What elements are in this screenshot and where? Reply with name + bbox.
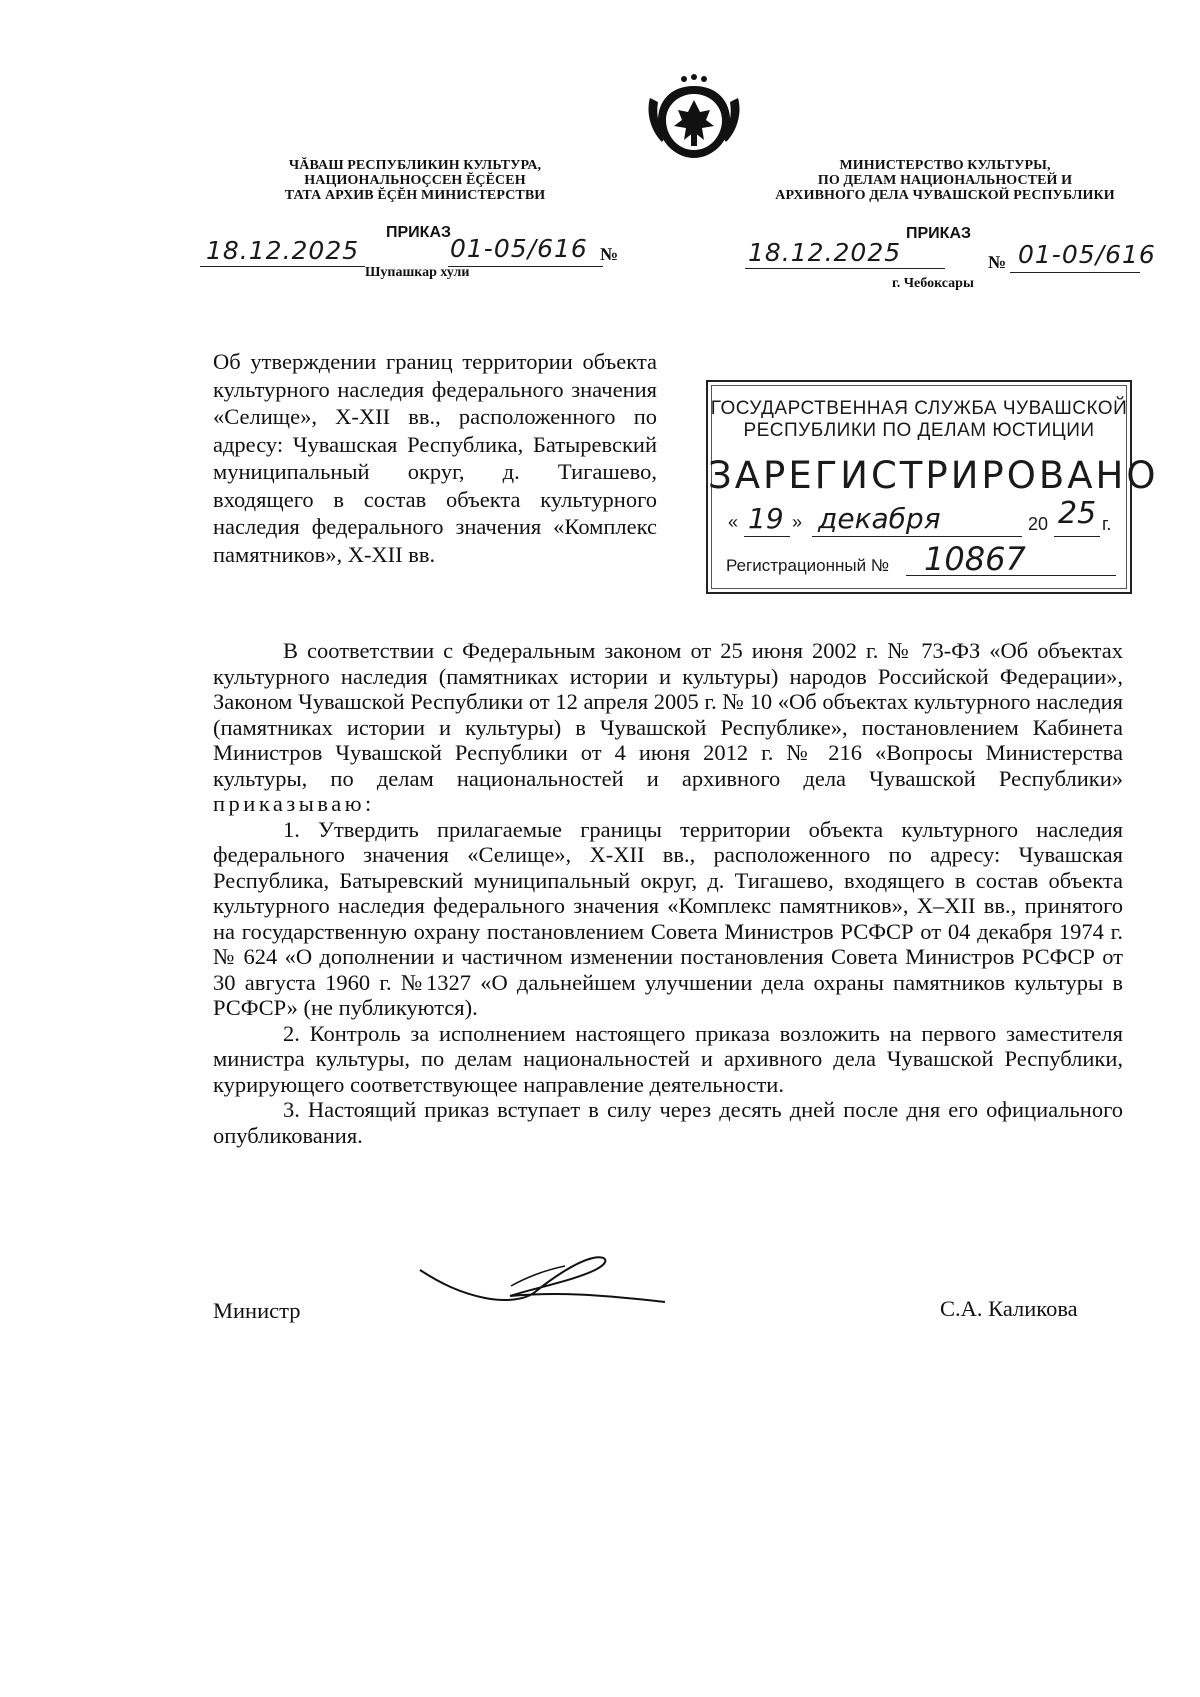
order-label-left: ПРИКАЗ (386, 224, 452, 241)
stamp-day-underline (744, 536, 790, 537)
chuvash-emblem-icon (644, 72, 744, 162)
body-order-word: приказываю: (213, 791, 375, 816)
stamp-year-suffix: г. (1102, 514, 1112, 534)
number-underline-left (448, 266, 603, 267)
stamp-org-line-2: РЕСПУБЛИКИ ПО ДЕЛАМ ЮСТИЦИИ (743, 420, 1095, 441)
header-left-line-1: ЧĂВАШ РЕСПУБЛИКИН КУЛЬТУРА, (288, 158, 542, 173)
handwritten-signature-icon (415, 1248, 675, 1318)
body-preamble (213, 638, 1123, 817)
stamp-year-underline (1054, 536, 1100, 537)
body-item-1: 1. Утвердить прилагаемые границы территории объекта культурного наследия федерального значения «Селище», X-XII вв., расположенного по адресу: Чувашская Республика, Батыревский муниципальный округ, д. Тигашево, входящего в состав объекта культурного наследия федерального значения «Комплекс памятников», X–XII вв., принятого на государственную охрану постановлением Совета Министров РСФСР от 04 декабря 1974 г. № 624 «О дополнении и частичном изменении постановления Совета Министров РСФСР от 30 августа 1960 г. №1327 «О дальнейшем улучшении дела охраны памятников культуры в РСФСР» (не публикуются). (213, 816, 1123, 1020)
signature-position: Министр (213, 1298, 301, 1323)
number-sign-right: № (988, 252, 1007, 272)
stamp-registration-row (726, 542, 1126, 578)
stamp-month: декабря (818, 502, 941, 535)
header-left-line-2: НАЦИОНАЛЬНОÇСЕН ĔÇĔСЕН (304, 173, 526, 188)
stamp-organization (708, 398, 1130, 442)
stamp-day: 19 (748, 502, 784, 535)
order-number-left: 01-05/616 (450, 234, 588, 263)
stamp-org-line-1: ГОСУДАРСТВЕННАЯ СЛУЖБА ЧУВАШСКОЙ (710, 398, 1128, 419)
header-right-ministry-name (745, 158, 1145, 203)
stamp-quote-open: « (728, 512, 739, 532)
body-item-2: 2. Контроль за исполнением настоящего приказа возложить на первого заместителя министра культуры, по делам национальностей и архивного дела Чувашской Республики, курирующего соответствующее направление деятельности. (213, 1020, 1123, 1097)
header-right-line-2: ПО ДЕЛАМ НАЦИОНАЛЬНОСТЕЙ И (817, 173, 1073, 188)
header-right-line-1: МИНИСТЕРСТВО КУЛЬТУРЫ, (839, 158, 1051, 173)
date-underline-right (745, 268, 945, 269)
registration-stamp (706, 380, 1159, 594)
order-date-right: 18.12.2025 (748, 238, 902, 267)
body-preamble-text: В соответствии с Федеральным законом от 25 июня 2002 г. № 73-ФЗ «Об объектах культурного наследия (памятниках истории и культуры) народов Российской Федерации», Законом Чувашской Республики от 12 апреля 2005 г. № 10 «Об объектах культурного наследия (памятниках истории и культуры) в Чувашской Республике», постановлением Кабинета Министров Чувашской Республики от 4 июня 2012 г. № 216 «Вопросы Министерства культуры, по делам национальностей и архивного дела Чувашской Республики» (213, 638, 1123, 791)
body-item-3: 3. Настоящий приказ вступает в силу через десять дней после дня его официального опубликования. (213, 1097, 1123, 1148)
stamp-registered-word: ЗАРЕГИСТРИРОВАНО (708, 454, 1159, 497)
date-underline-left (200, 266, 365, 267)
stamp-century: 20 (1028, 514, 1049, 534)
order-label-right: ПРИКАЗ (906, 225, 972, 242)
stamp-date-row (728, 496, 1118, 540)
stamp-quote-close: » (792, 512, 803, 532)
header-left-line-3: ТАТА АРХИВ ĔÇĔН МИНИСТЕРСТВИ (284, 188, 546, 203)
stamp-registration-number: 10867 (924, 540, 1026, 578)
header-left-ministry-name (255, 158, 575, 203)
header-right-line-3: АРХИВНОГО ДЕЛА ЧУВАШСКОЙ РЕСПУБЛИКИ (775, 188, 1115, 203)
number-underline-right (1010, 272, 1140, 273)
place-left: Шупашкар хули (365, 265, 470, 280)
order-number-right: 01-05/616 (1018, 240, 1156, 269)
stamp-month-underline (812, 536, 1022, 537)
number-sign-left: № (600, 244, 619, 264)
stamp-registration-label: Регистрационный № (726, 556, 890, 575)
place-right: г. Чебоксары (892, 276, 974, 291)
order-date-left: 18.12.2025 (206, 236, 360, 265)
signature-name: С.А. Каликова (940, 1296, 1078, 1321)
stamp-year: 25 (1058, 496, 1097, 531)
order-title: Об утверждении границ территории объекта культурного наследия федерального значения «Селище», X-XII вв., расположенного по адресу: Чувашская Республика, Батыревский муниципальный округ, д. Тигашево, входящего в состав объекта культурного наследия федерального значения «Комплекс памятников», X-XII вв. (213, 349, 657, 567)
order-body (213, 638, 1123, 1148)
stamp-registration-underline (906, 575, 1116, 576)
